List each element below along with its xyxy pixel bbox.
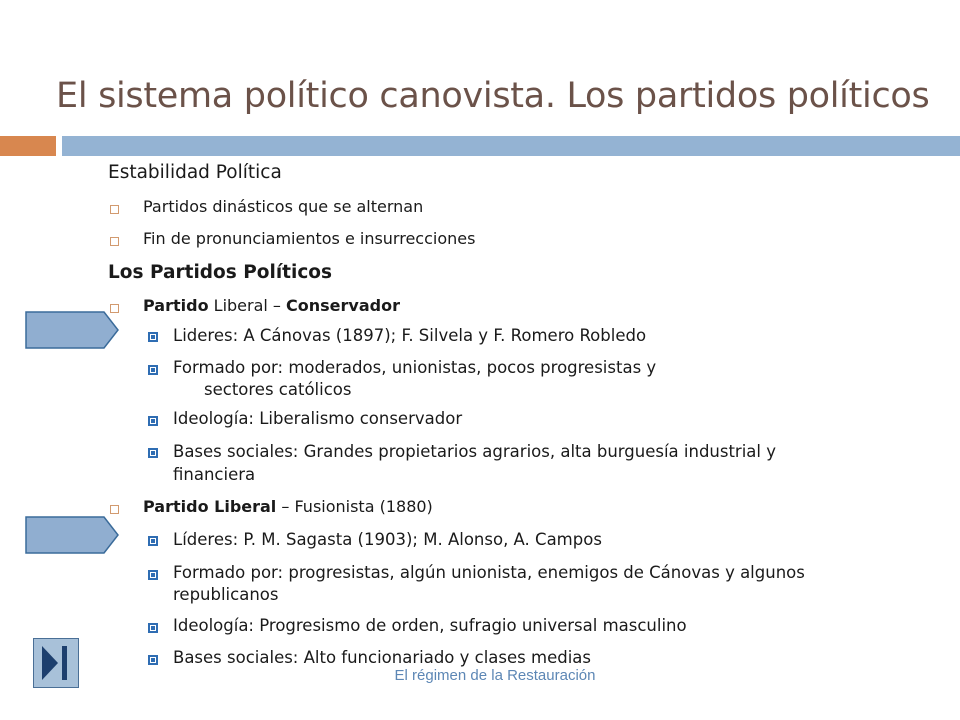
list-item: Fin de pronunciamientos e insurrecciones (143, 229, 476, 248)
square-bullet-icon (148, 623, 158, 633)
party1-bases: Bases sociales: Grandes propietarios agrarios, alta burguesía industrial y (173, 442, 777, 461)
square-bullet-icon (148, 448, 158, 458)
square-bullet-icon (110, 237, 119, 246)
party2-leaders: Líderes: P. M. Sagasta (1903); M. Alonso, A. Campos (173, 530, 602, 549)
party-name-part: Liberal – (208, 296, 287, 315)
square-bullet-icon (148, 570, 158, 580)
square-bullet-icon (148, 655, 158, 665)
party1-leaders: Lideres: A Cánovas (1897); F. Silvela y F. Romero Robledo (173, 326, 647, 345)
party-name-part: Partido (143, 296, 209, 315)
slide-title: El sistema político canovista. Los partidos políticos (56, 76, 930, 116)
square-bullet-icon (148, 365, 158, 375)
party2-formed: Formado por: progresistas, algún unionista, enemigos de Cánovas y algunos (173, 563, 805, 582)
party-name-part: Conservador (286, 296, 400, 315)
arrow-callout-icon (24, 310, 120, 350)
square-bullet-icon (148, 332, 158, 342)
arrow-callout-icon (24, 515, 120, 555)
party2-bases: Bases sociales: Alto funcionariado y clases medias (173, 648, 591, 667)
square-bullet-icon (148, 416, 158, 426)
party-conservador-title (143, 296, 400, 315)
party2-ideology: Ideología: Progresismo de orden, sufragio universal masculino (173, 616, 687, 635)
party1-ideology: Ideología: Liberalismo conservador (173, 409, 463, 428)
square-bullet-icon (148, 536, 158, 546)
section-heading-parties: Los Partidos Políticos (108, 262, 333, 283)
party1-formed-cont: sectores católicos (204, 380, 352, 399)
list-item: Partidos dinásticos que se alternan (143, 197, 424, 216)
party1-formed: Formado por: moderados, unionistas, pocos progresistas y (173, 358, 657, 377)
slide-footer: El régimen de la Restauración (394, 667, 596, 684)
square-bullet-icon (110, 505, 119, 514)
party-fusionista-title (143, 497, 433, 516)
party2-formed-cont: republicanos (173, 585, 279, 604)
square-bullet-icon (110, 205, 119, 214)
party1-bases-cont: financiera (173, 465, 256, 484)
section-heading-stability: Estabilidad Política (108, 162, 282, 183)
party-name-part: Partido Liberal (143, 497, 277, 516)
party-name-part: – Fusionista (1880) (276, 497, 433, 516)
